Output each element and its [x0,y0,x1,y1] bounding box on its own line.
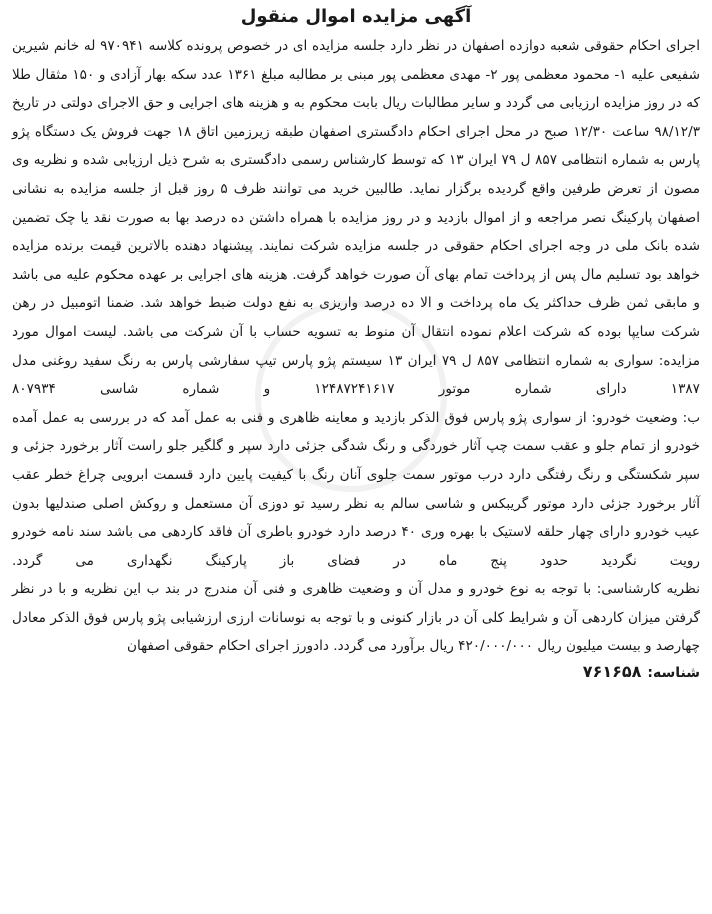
notice-title: آگهی مزایده اموال منقول [240,6,472,27]
notice-paragraph-vehicle-condition: ب: وضعیت خودرو: از سواری پژو پارس فوق الذکر بازدید و معاینه ظاهری و فنی به عمل آمد که در بررسی به عمل آمده خودرو از تمام جلو و عقب سمت چپ آثار خوردگی و رنگ شدگی جزئی دارد سپر و گلگیر جلو راست آثار برخورد جزئی و سپر شکستگی و رنگ رفتگی دارد درب موتور سمت جلوی آنان رنگ با کیفیت پایین دارد قسمت ابرویی چراغ خطر عقب آثار برخورد جزئی دارد موتور گریبکس و شاسی سالم به نظر رسید تو دوزی آن مستعمل و روکش اصلی صندلیها بدون عیب خودرو دارای چهار حلقه لاستیک با بهره وری ۴۰ درصد دارد خودرو باطری آن فاقد کاردهی می باشد سند نامه خودرو رویت نگردید حدود پنج ماه در فضای باز پارکینگ نگهداری می گردد. [12,409,700,569]
notice-paragraph-expert-opinion: نظریه کارشناسی: با توجه به نوع خودرو و مدل آن و وضعیت ظاهری و فنی آن مندرج در بند ب این نظریه و با در نظر گرفتن میزان کاردهی آن و شرایط کلی آن در بازار کنونی و با توجه به نوسانات ارزی ارزشیابی پژو پارس فوق الذکر معادل چهارصد و بیست میلیون ریال ۴۲۰/۰۰۰/۰۰۰ ریال برآورد می گردد. دادورز اجرای احکام حقوقی اصفهان [12,581,700,655]
notice-id-label: شناسه: [647,665,700,682]
notice-id-code: ۷۶۱۶۵۸ [582,662,642,682]
notice-id-line [12,659,700,686]
notice-paragraph-main: اجرای احکام حقوقی شعبه دوازده اصفهان در نظر دارد جلسه مزایده ای در خصوص پرونده کلاسه ۹۷۰۹۴۱ له خانم شیرین شفیعی علیه ۱- محمود معظمی پور ۲- مهدی معظمی پور مبنی بر مطالبه مبلغ ۱۳۶۱ عدد سکه بهار آزادی و ۱۵۰ مثقال طلا که در روز مزایده ارزیابی می گردد و سایر مطالبات ریال بابت محکوم به و هزینه های اجرایی و حق الاجرای دولتی در تاریخ ۹۸/۱۲/۳ ساعت ۱۲/۳۰ صبح در محل اجرای احکام دادگستری اصفهان طبقه زیرزمین اتاق ۱۸ جهت فروش یک دستگاه پژو پارس به شماره انتظامی ۸۵۷ ل ۷۹ ایران ۱۳ که توسط کارشناس رسمی دادگستری به شرح ذیل ارزیابی شده و نظریه وی مصون از تعرض طرفین واقع گردیده برگزار نماید. طالبین خرید می توانند ظرف ۵ روز قبل از جلسه مزایده به نشانی اصفهان پارکینگ نصر مراجعه و از اموال بازدید و در روز مزایده با همراه داشتن ده درصد بها به صورت نقد یا چک تضمین شده بانک ملی در وجه اجرای احکام حقوقی در جلسه مزایده شرکت نمایند. پیشنهاد دهنده بالاترین قیمت برنده مزایده خواهد بود تسلیم مال پس از پرداخت تمام بهای آن صورت خواهد گرفت. هزینه های اجرایی بر عهده محکوم علیه می باشد و مابقی ثمن ظرف حداکثر یک ماه پرداخت و الا ده درصد واریزی به نفع دولت ضبط خواهد شد. ضمنا اتومبیل در رهن شرکت سایپا بوده که شرکت اعلام نموده انتقال آن منوط به تسویه حساب با آن شرکت می باشد. لیست اموال مورد مزایده: سواری به شماره انتظامی ۸۵۷ ل ۷۹ ایران ۱۳ سیستم پژو پارس تیپ سفارشی پارس به رنگ سفید روغنی مدل ۱۳۸۷ دارای شماره موتور ۱۲۴۸۷۲۴۱۶۱۷ و شماره شاسی ۸۰۷۹۳۴ [12,38,701,398]
